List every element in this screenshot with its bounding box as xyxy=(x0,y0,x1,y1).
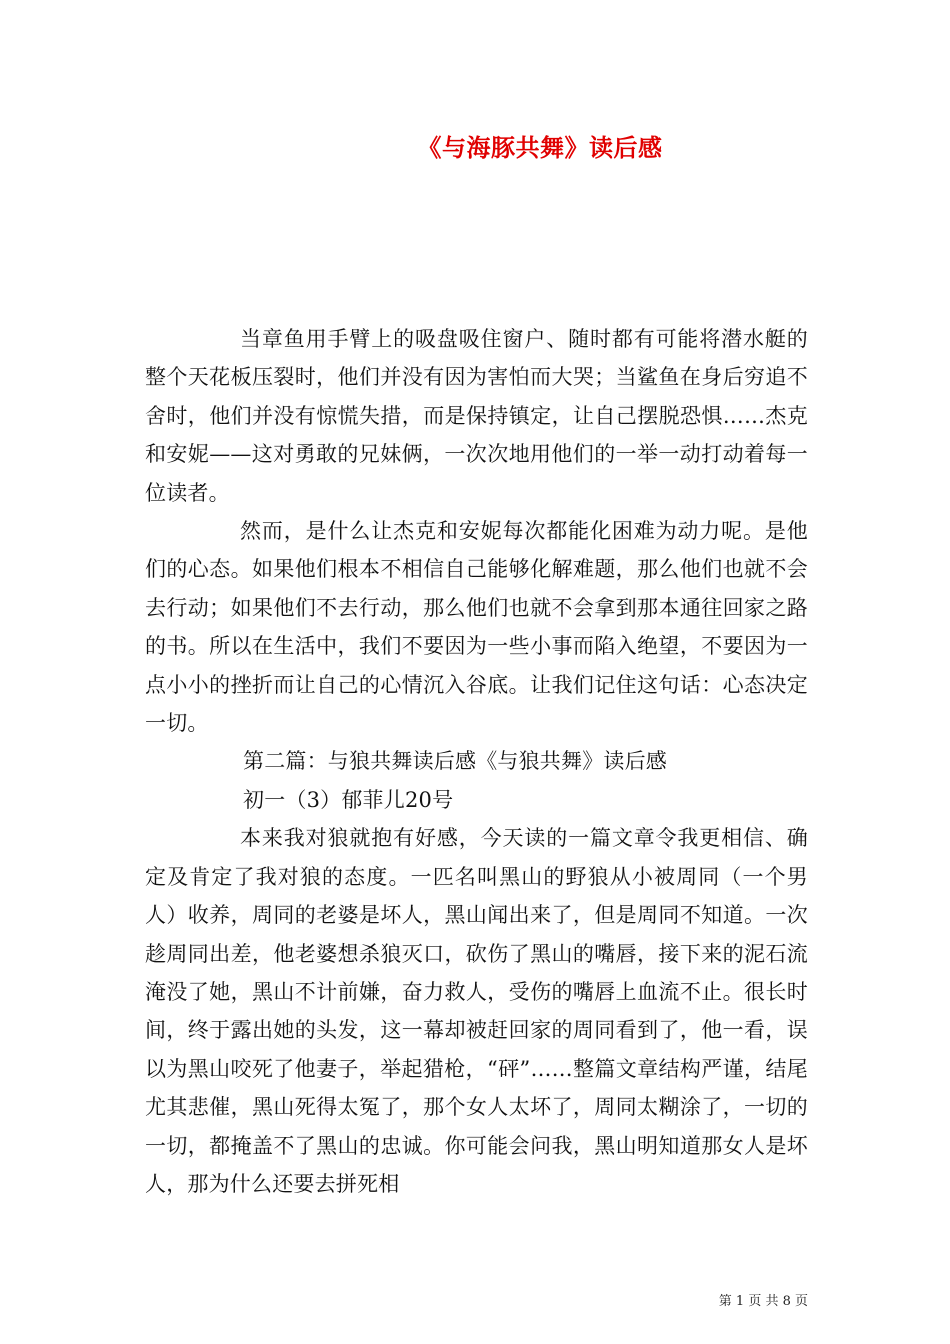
section-heading: 第二篇：与狼共舞读后感《与狼共舞》读后感 xyxy=(243,749,667,774)
paragraph-1: 当章鱼用手臂上的吸盘吸住窗户、随时都有可能将潜水艇的整个天花板压裂时，他们并没有因为害怕而大哭；当鲨鱼在身后穷追不舍时，他们并没有惊慌失措，而是保持镇定，让自己摆脱恐惧……杰克和安妮——这对勇敢的兄妹俩，一次次地用他们的一举一动打动着每一位读者。 xyxy=(145,327,808,505)
document-title: 《与海豚共舞》读后感 xyxy=(417,133,663,162)
author-line: 初一（3）郁菲儿20号 xyxy=(243,787,454,812)
paragraph-2: 然而，是什么让杰克和安妮每次都能化困难为动力呢。是他们的心态。如果他们根本不相信自己能够化解难题，那么他们也就不会去行动；如果他们不去行动，那么他们也就不会拿到那本通往回家之路的书。所以在生活中，我们不要因为一些小事而陷入绝望，不要因为一点小小的挫折而让自己的心情沉入谷底。让我们记住这句话：心态决定一切。 xyxy=(145,519,808,736)
paragraph-3: 本来我对狼就抱有好感，今天读的一篇文章令我更相信、确定及肯定了我对狼的态度。一匹名叫黑山的野狼从小被周同（一个男人）收养，周同的老婆是坏人，黑山闻出来了，但是周同不知道。一次趁周同出差，他老婆想杀狼灭口，砍伤了黑山的嘴唇，接下来的泥石流淹没了她，黑山不计前嫌，奋力救人，受伤的嘴唇上血流不止。很长时间，终于露出她的头发，这一幕却被赶回家的周同看到了，他一看，误以为黑山咬死了他妻子，举起猎枪，“砰”……整篇文章结构严谨，结尾尤其悲催，黑山死得太冤了，那个女人太坏了，周同太糊涂了，一切的一切，都掩盖不了黑山的忠诚。你可能会问我，黑山明知道那女人是坏人，那为什么还要去拼死相 xyxy=(145,826,808,1196)
page-number-footer: 第 1 页 共 8 页 xyxy=(718,1294,808,1309)
document-body xyxy=(145,320,808,1203)
